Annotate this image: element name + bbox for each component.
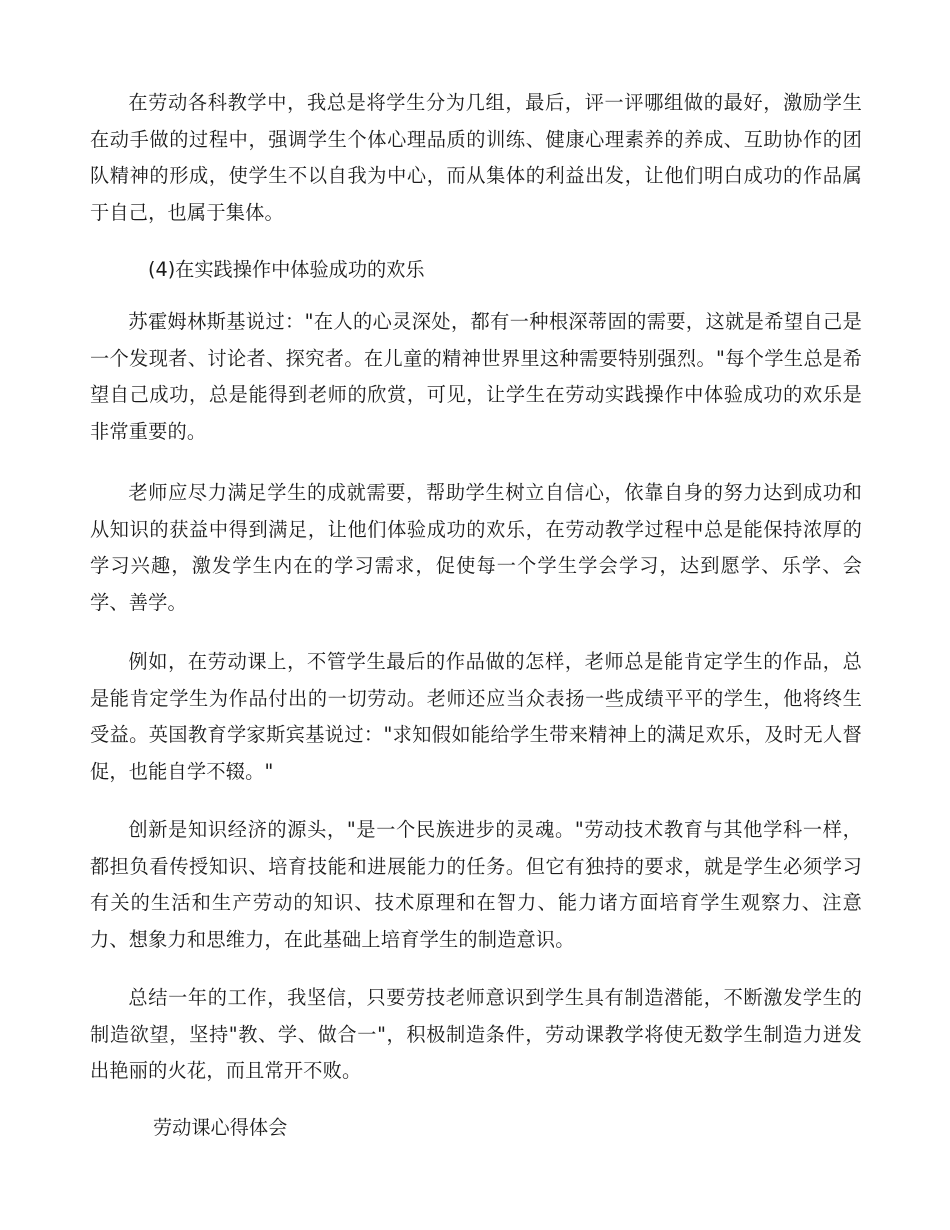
- paragraph-teacher-role: 老师应尽力满足学生的成就需要，帮助学生树立自信心，依靠自身的努力达到成功和从知识的获益中得到满足，让他们体验成功的欢乐，在劳动教学过程中总是能保持浓厚的学习兴趣，激发学生内在的学习需求，促使每一个学生学会学习，达到愿学、乐学、会学、善学。: [90, 481, 862, 614]
- paragraph-summary: 总结一年的工作，我坚信，只要劳技老师意识到学生具有制造潜能，不断激发学生的制造欲望，坚持"教、学、做合一"，积极制造条件，劳动课教学将使无数学生制造力迸发出艳丽的火花，而且常开不败。: [90, 986, 862, 1082]
- paragraph-innovation: 创新是知识经济的源头，"是一个民族进步的灵魂。"劳动技术教育与其他学科一样，都担负看传授知识、培育技能和进展能力的任务。但它有独持的要求，就是学生必须学习有关的生活和生产劳动的知识、技术原理和在智力、能力诸方面培育学生观察力、注意力、想象力和思维力，在此基础上培育学生的制造意识。: [90, 818, 862, 951]
- next-article-title: 劳动课心得体会: [153, 1116, 288, 1139]
- section-heading: (4)在实践操作中体验成功的欢乐: [148, 258, 425, 281]
- paragraph-sukhomlinsky-quote: 苏霍姆林斯基说过："在人的心灵深处，都有一种根深蒂固的需要，这就是希望自己是一个发现者、讨论者、探究者。在儿童的精神世界里这种需要特别强烈。"每个学生总是希望自己成功，总是能得到老师的欣赏，可见，让学生在劳动实践操作中体验成功的欢乐是非常重要的。: [90, 310, 862, 443]
- paragraph-group-teaching: 在劳动各科教学中，我总是将学生分为几组，最后，评一评哪组做的最好，激励学生在动手做的过程中，强调学生个体心理品质的训练、健康心理素养的养成、互助协作的团队精神的形成，使学生不以自我为中心，而从集体的利益出发，让他们明白成功的作品属于自己，也属于集体。: [90, 91, 862, 224]
- paragraph-example: 例如，在劳动课上，不管学生最后的作品做的怎样，老师总是能肯定学生的作品，总是能肯定学生为作品付出的一切劳动。老师还应当众表扬一些成绩平平的学生，他将终生受益。英国教育学家斯宾基说过："求知假如能给学生带来精神上的满足欢乐，及时无人督促，也能自学不辍。": [90, 650, 862, 783]
